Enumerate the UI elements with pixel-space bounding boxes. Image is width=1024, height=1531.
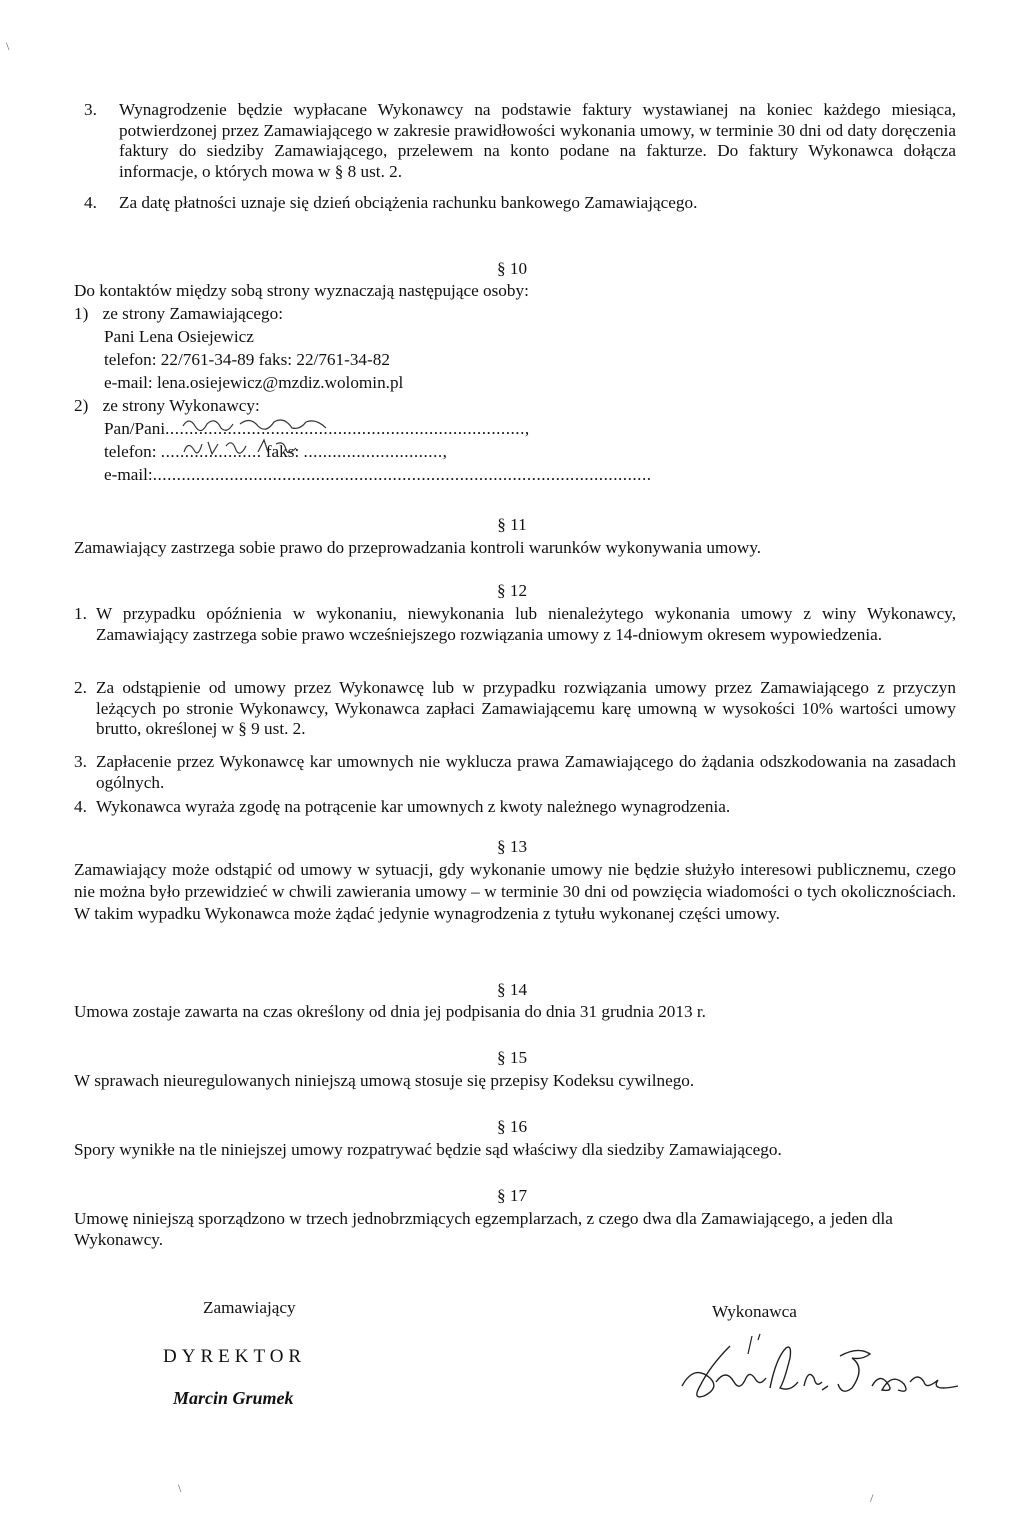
section-16-text: Spory wynikłe na tle niniejszej umowy rozpatrywać będzie sąd właściwy dla siedziby Zamawiającego. <box>74 1140 782 1159</box>
clause-number: 4. <box>74 797 87 816</box>
section-13-text: Zamawiający może odstąpić od umowy w sytuacji, gdy wykonanie umowy nie będzie służyło interesowi publicznemu, czego nie można było przewidzieć w chwili zawierania umowy – w terminie 30 dni od powzięcia wiadomości o tych okolicznościach. W takim wypadku Wykonawca może żądać jedynie wynagrodzenia z tytułu wykonanej części umowy. <box>74 860 956 923</box>
handwritten-phone-scribble <box>180 436 320 458</box>
section-14-text: Umowa zostaje zawarta na czas określony od dnia jej podpisania do dnia 31 grudnia 2013 r. <box>74 1002 706 1021</box>
section-17-text: Umowę niniejszą sporządzono w trzech jednobrzmiących egzemplarzach, z czego dwa dla Zamawiającego, a jeden dla Wykonawcy. <box>74 1209 893 1249</box>
contractor-handwritten-signature <box>672 1326 972 1416</box>
scan-mark: \ <box>6 39 10 53</box>
fill-dots: ........................................................................................................ <box>152 465 652 484</box>
paragraph-number: 3. <box>84 100 97 119</box>
contact-phone: telefon: 22/761-34-89 faks: 22/761-34-82 <box>104 350 390 369</box>
clause-12-3 <box>74 752 956 793</box>
section-heading-14: § 14 <box>496 980 528 999</box>
clause-number: 1. <box>74 604 87 623</box>
clause-text: W przypadku opóźnienia w wykonaniu, niewykonania lub nienależytego wykonania umowy z winy Wykonawcy, Zamawiający zastrzega sobie prawo wcześniejszego rozwiązania umowy z 14-dniowym okresem wypowiedzenia. <box>96 604 956 644</box>
clause-text: Za odstąpienie od umowy przez Wykonawcę lub w przypadku rozwiązania umowy przez Zamawiającego z przyczyn leżących po stronie Wykonawcy, Wykonawca zapłaci Zamawiającemu karę umowną w wysokości 10% wartości umowy brutto, określonej w § 9 ust. 2. <box>96 678 956 738</box>
paragraph-4 <box>74 193 956 214</box>
contacts-intro: Do kontaktów między sobą strony wyznaczają następujące osoby: <box>74 281 529 300</box>
section-heading-10: § 10 <box>496 259 528 278</box>
clause-12-2 <box>74 678 956 740</box>
fill-dots: ..........................................................................., <box>165 419 530 438</box>
stamp-director-name: Marcin Grumek <box>173 1388 294 1408</box>
clause-12-4 <box>74 797 956 818</box>
signature-label-contractor: Wykonawca <box>712 1302 797 1321</box>
fill-dots: ..................... <box>160 442 262 461</box>
item-number: 2) <box>74 396 89 415</box>
clause-text: Wykonawca wyraża zgodę na potrącenie kar umownych z kwoty należnego wynagrodzenia. <box>96 797 731 816</box>
paragraph-number: 4. <box>84 193 97 212</box>
scan-mark: / <box>870 1491 874 1505</box>
item-label: ze strony Wykonawcy: <box>102 396 260 415</box>
clause-text: Zapłacenie przez Wykonawcę kar umownych nie wyklucza prawa Zamawiającego do żądania odszkodowania na zasadach ogólnych. <box>96 752 956 792</box>
item-label: ze strony Zamawiającego: <box>102 304 284 323</box>
clause-12-1 <box>74 604 956 645</box>
section-heading-12: § 12 <box>496 581 528 600</box>
field-label: faks: <box>265 442 300 461</box>
section-heading-16: § 16 <box>496 1117 528 1136</box>
scan-mark: \ <box>178 1481 182 1495</box>
section-heading-11: § 11 <box>497 515 527 534</box>
field-label: Pan/Pani <box>104 419 166 438</box>
section-heading-13: § 13 <box>496 837 528 856</box>
paragraph-3 <box>74 100 956 182</box>
field-label: e-mail: <box>104 465 153 484</box>
contractor-email-line <box>104 465 652 486</box>
contact-email: e-mail: lena.osiejewicz@mzdiz.wolomin.pl <box>104 373 404 392</box>
field-label: telefon: <box>104 442 157 461</box>
handwritten-name-scribble <box>178 412 378 434</box>
section-heading-15: § 15 <box>496 1048 528 1067</box>
contact-person: Pani Lena Osiejewicz <box>104 327 254 346</box>
section-11-text: Zamawiający zastrzega sobie prawo do przeprowadzania kontroli warunków wykonywania umowy. <box>74 538 762 557</box>
contact-item-1 <box>74 304 283 325</box>
item-number: 1) <box>74 304 89 323</box>
paragraph-text: Wynagrodzenie będzie wypłacane Wykonawcy na podstawie faktury wystawianej na koniec każdego miesiąca, potwierdzonej przez Zamawiającego w zakresie prawidłowości wykonania umowy, w terminie 30 dni od daty doręczenia faktury do siedziby Zamawiającego, przelewem na konto podane na fakturze. Do faktury Wykonawca dołącza informacje, o których mowa w § 8 ust. 2. <box>119 100 956 181</box>
clause-number: 2. <box>74 678 87 697</box>
signature-label-orderer: Zamawiający <box>203 1298 296 1317</box>
fill-dots: ............................., <box>303 442 448 461</box>
stamp-director-title: DYREKTOR <box>163 1346 307 1367</box>
clause-number: 3. <box>74 752 87 771</box>
section-15-text: W sprawach nieuregulowanych niniejszą umową stosuje się przepisy Kodeksu cywilnego. <box>74 1071 695 1090</box>
paragraph-text: Za datę płatności uznaje się dzień obciążenia rachunku bankowego Zamawiającego. <box>119 193 698 212</box>
section-heading-17: § 17 <box>496 1186 528 1205</box>
